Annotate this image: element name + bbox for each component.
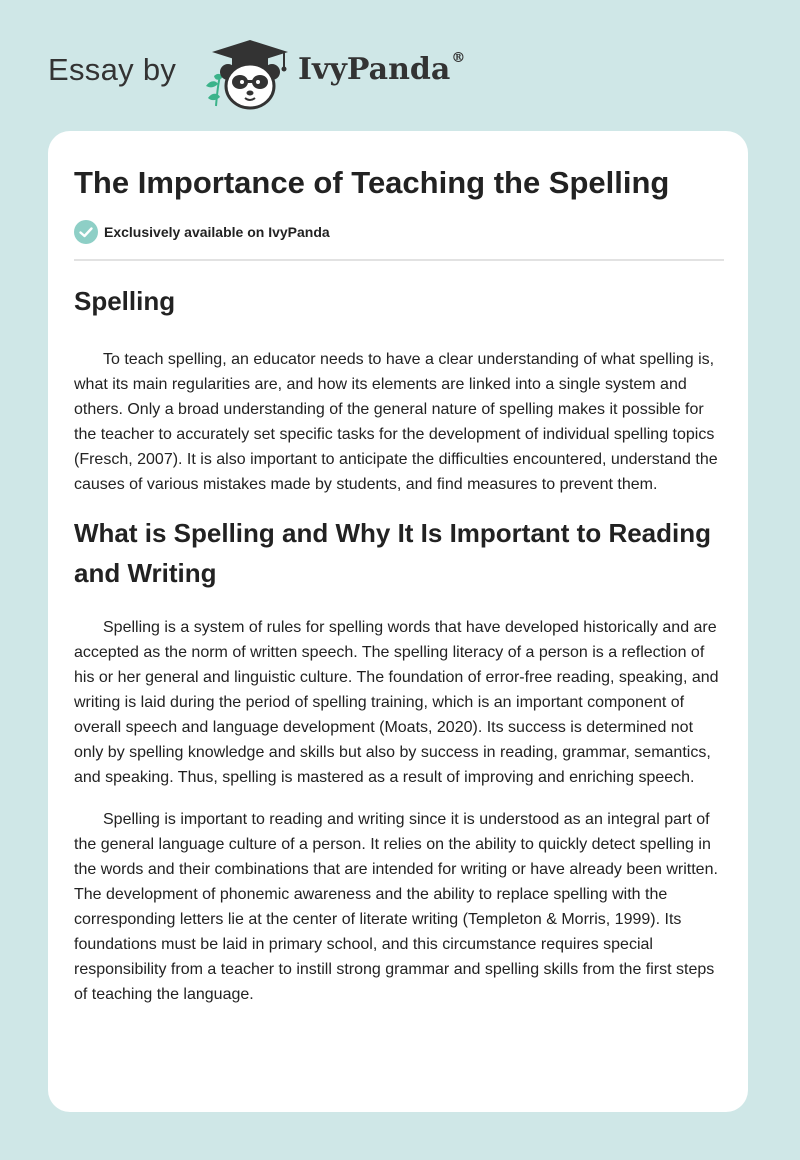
registered-mark: ® [451,50,466,66]
availability-text: Exclusively available on IvyPanda [104,224,330,240]
essay-by-label: Essay by [48,52,177,87]
check-circle-icon [74,220,98,244]
panda-graduate-logo-icon[interactable] [200,36,296,112]
section-paragraph: To teach spelling, an educator needs to have a clear understanding of what spelling is, what its main regularities are, and how its elements are linked into a single system and others. Only a broad understanding of the general nature of spelling makes it possible for the teacher to accurately set specific tasks for the development of individual spelling topics (Fresch, 2007). It is also important to anticipate the difficulties encountered, understand the causes of various mistakes made by students, and find measures to prevent them. [74,351,718,493]
essay-title: The Importance of Teaching the Spelling [74,165,670,200]
essay-content [74,159,724,1007]
availability-badge [74,219,724,245]
section-paragraph: Spelling is important to reading and writing since it is understood as an integral part of the general language culture of a person. It relies on the ability to quickly detect spelling in the words and their combinations that are intended for writing or have already been written. The development of phonemic awareness and the ability to replace spelling with the corresponding letters lie at the center of literate writing (Templeton & Morris, 1999). Its foundations must be laid in primary school, and this circumstance requires special responsibility from a teacher to instill strong grammar and spelling skills from the first steps of teaching the language. [74,811,718,1003]
section-heading: What is Spelling and Why It Is Important to Reading and Writing [74,518,712,588]
section-paragraph: Spelling is a system of rules for spelling words that have developed historically and are accepted as the norm of written speech. The spelling literacy of a person is a reflection of his or her general and linguistic culture. The foundation of error-free reading, speaking, and writing is laid during the period of spelling training, which is an important component of overall speech and language development (Moats, 2020). Its success is determined not only by spelling knowledge and skills but also by success in reading, grammar, semantics, and speaking. Thus, spelling is mastered as a result of improving and enriching speech. [74,619,719,786]
ivypanda-brand-name[interactable]: IvyPanda® [298,50,466,87]
title-divider [74,259,724,261]
site-header [48,30,748,110]
essay-card [48,131,748,1112]
section-heading: Spelling [74,286,176,316]
